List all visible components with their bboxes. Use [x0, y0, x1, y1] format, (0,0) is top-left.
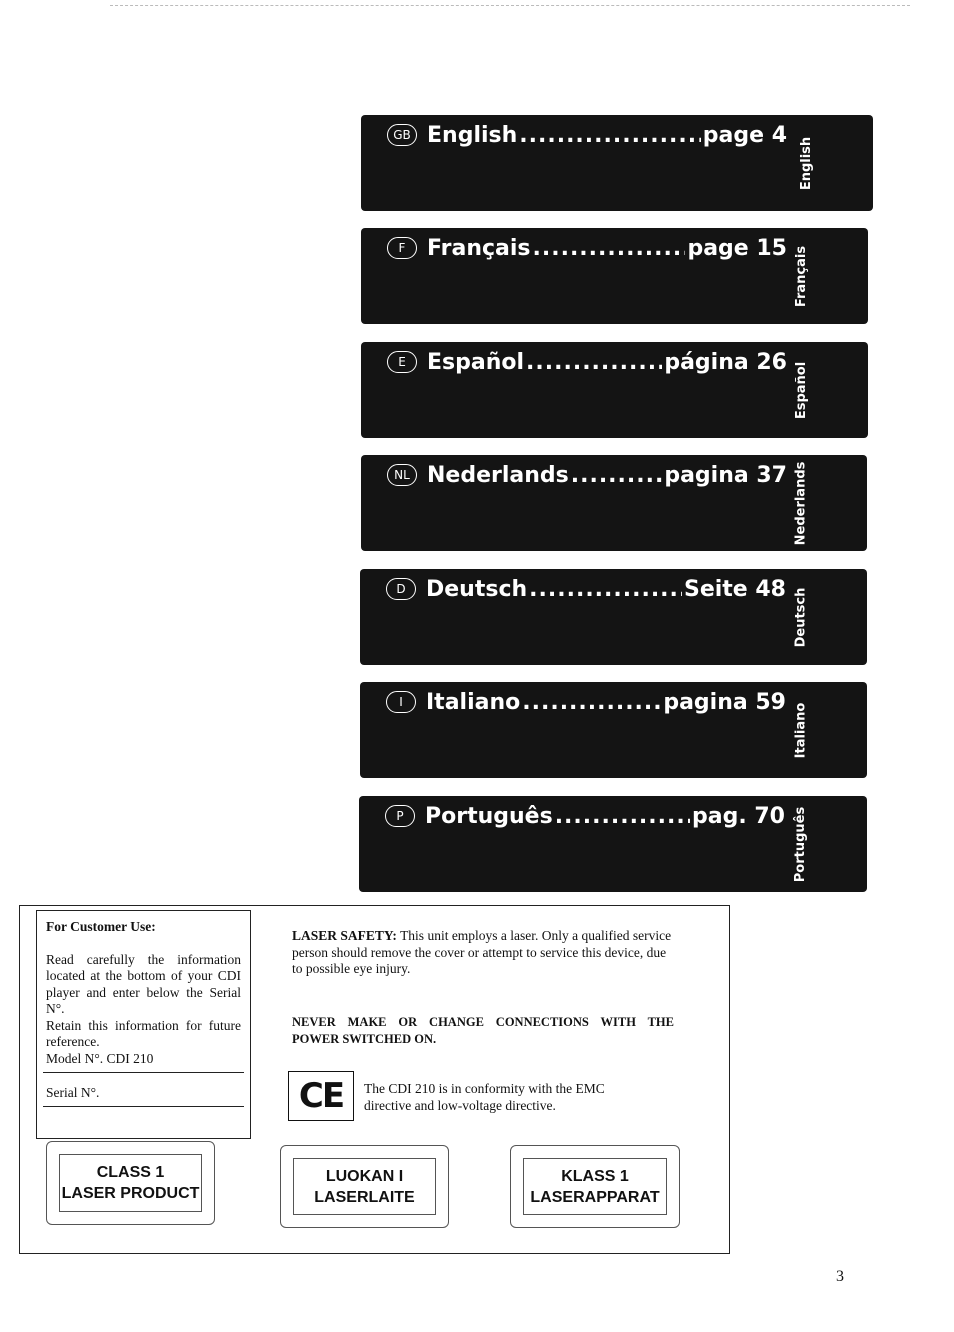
- tab-page: pagina 37: [664, 462, 787, 488]
- tab-francais[interactable]: [361, 228, 868, 324]
- tab-page: page 15: [687, 235, 787, 261]
- tab-language: Español: [427, 349, 525, 375]
- leader-dots: [571, 463, 663, 488]
- ce-conformity-text: The CDI 210 is in conformity with the EMC directive and low-voltage directive.: [364, 1081, 605, 1113]
- leader-dots: [555, 804, 690, 829]
- tab-language: Français: [427, 235, 531, 261]
- leader-dots: [526, 350, 662, 375]
- label-line-2: LASERAPPARAT: [530, 1188, 660, 1206]
- country-badge: D: [386, 578, 416, 600]
- top-rule: [110, 5, 910, 6]
- leader-dots: [529, 577, 682, 602]
- leader-dots: [519, 123, 700, 148]
- country-badge: GB: [387, 124, 417, 146]
- divider: [43, 1072, 244, 1073]
- country-badge: NL: [387, 464, 417, 486]
- tab-page: pagina 59: [663, 689, 786, 715]
- label-line-2: LASER PRODUCT: [61, 1185, 200, 1202]
- label-line-2: LASERLAITE: [314, 1188, 415, 1206]
- customer-instructions: Read carefully the information located at the bottom of your CDI player and enter below the Serial N°.: [46, 951, 241, 1016]
- laser-class-label-finnish: [280, 1145, 449, 1228]
- laser-class-label-swedish: [510, 1145, 680, 1228]
- country-badge: I: [386, 691, 416, 713]
- page-number: 3: [836, 1268, 844, 1285]
- tab-portugues[interactable]: [359, 796, 867, 892]
- laser-safety-body: This unit employs a laser. Only a qualified service person should remove the cover or attempt to service this device, due to possible eye injury.: [292, 928, 672, 976]
- tab-espanol[interactable]: [361, 342, 868, 438]
- tab-language: Português: [425, 803, 553, 829]
- tab-side-label: Français: [794, 245, 810, 307]
- label-line-1: KLASS 1: [561, 1167, 629, 1185]
- tab-english[interactable]: [361, 115, 873, 211]
- ce-mark-icon: CE: [288, 1071, 354, 1121]
- tab-page: page 4: [702, 122, 787, 148]
- serial-number-field[interactable]: Serial N°.: [46, 1085, 100, 1100]
- warning-line-2: POWER SWITCHED ON.: [292, 1031, 437, 1046]
- tab-language: English: [427, 122, 518, 148]
- label-line-1: LUOKAN I: [325, 1167, 404, 1185]
- laser-class-label: [46, 1141, 215, 1225]
- customer-retain: Retain this information for future reference.: [46, 1017, 241, 1049]
- connection-warning: [292, 1014, 674, 1047]
- tab-side-label: English: [799, 136, 815, 190]
- tab-deutsch[interactable]: [360, 569, 867, 665]
- tab-side-label: Deutsch: [793, 587, 809, 647]
- tab-language: Deutsch: [426, 576, 528, 602]
- tab-page: Seite 48: [683, 576, 786, 602]
- laser-safety-label: LASER SAFETY:: [292, 928, 397, 943]
- serial-underline: [43, 1106, 244, 1107]
- country-badge: E: [387, 351, 417, 373]
- country-badge: F: [387, 237, 417, 259]
- warning-line-1: NEVER MAKE OR CHANGE CONNECTIONS WITH THE: [292, 1015, 674, 1029]
- tab-side-label: Português: [793, 806, 809, 882]
- leader-dots: [533, 236, 686, 261]
- model-number: Model N°. CDI 210: [46, 1050, 154, 1066]
- customer-title: For Customer Use:: [46, 919, 156, 934]
- tab-side-label: Italiano: [793, 702, 809, 758]
- tab-language: Italiano: [426, 689, 521, 715]
- tab-page: pag. 70: [692, 803, 785, 829]
- tab-side-label: Español: [794, 361, 810, 419]
- country-badge: P: [385, 805, 415, 827]
- tab-language: Nederlands: [427, 462, 569, 488]
- laser-safety-text: [292, 928, 674, 978]
- tab-side-label: Nederlands: [793, 461, 809, 545]
- leader-dots: [522, 690, 661, 715]
- tab-nederlands[interactable]: [361, 455, 867, 551]
- label-line-1: CLASS 1: [96, 1164, 165, 1181]
- tab-page: página 26: [664, 349, 787, 375]
- customer-use-box: [36, 910, 251, 1139]
- tab-italiano[interactable]: [360, 682, 867, 778]
